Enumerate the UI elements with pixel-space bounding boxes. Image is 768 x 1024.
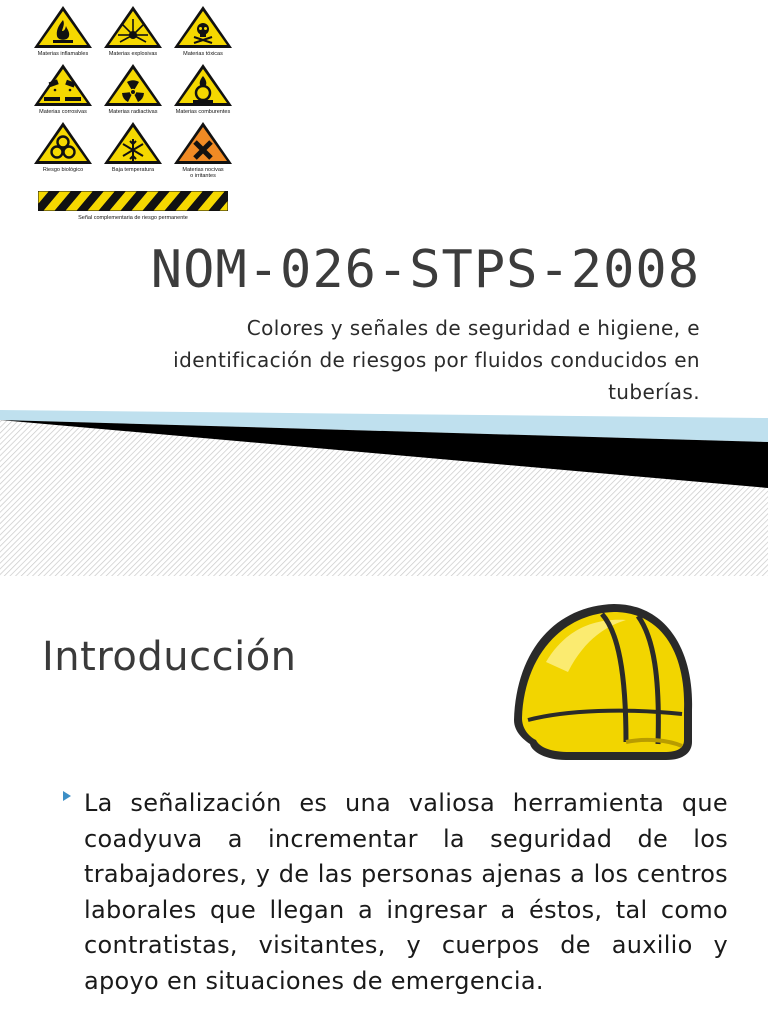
skull-icon [172,4,234,50]
sign-label: Riesgo biológico [42,167,84,173]
sign-label: Materias comburentes [175,109,231,115]
subtitle-line: Colores y señales de seguridad e higiene, e [246,316,700,340]
sign-harmful-irritant [170,120,236,179]
bullet-paragraph: La señalización es una valiosa herramienta que coadyuva a incrementar la seguridad de los trabajadores, y de las personas ajenas a los centros laborales que llegan a ingresar a éstos, tal como contratistas, visitantes, y cuerpos de auxilio y apoyo en situaciones de emergencia. [84,789,728,995]
slide-title: Introducción [42,634,297,680]
sign-label: Materias corrosivas [39,109,87,115]
slide-title: NOM-026-STPS-2008 [150,240,700,300]
stripe-bar-label: Señal complementaria de riesgo permanente [78,215,188,221]
biohazard-icon [32,120,94,166]
hazard-signs-panel [30,0,240,228]
bullet-arrow-icon [62,790,72,802]
sign-low-temperature [100,120,166,173]
snowflake-icon [102,120,164,166]
sign-flammable [30,4,96,57]
sign-radioactive [100,62,166,115]
x-cross-icon [172,120,234,166]
sign-label: Materias nocivas o irritantes [182,167,224,179]
sign-biohazard [30,120,96,173]
oxidizer-icon [172,62,234,108]
explosion-icon [102,4,164,50]
hazard-stripe-bar [38,191,228,211]
sign-oxidizer [170,62,236,115]
sign-toxic [170,4,236,57]
sign-explosive [100,4,166,57]
sign-label: Materias tóxicas [183,51,223,57]
corrosion-icon [32,62,94,108]
subtitle-line: identificación de riesgos por fluidos conducidos en [173,348,700,372]
slide-subtitle [40,312,700,408]
sign-label: Materias inflamables [37,51,89,57]
intro-slide [0,576,768,1024]
decorative-band [0,410,768,576]
sign-label: Materias explosivas [108,51,158,57]
hard-hat-icon [506,592,702,776]
subtitle-line: tuberías. [608,380,700,404]
sign-label: Materias radiactivas [108,109,158,115]
sign-corrosive [30,62,96,115]
sign-label: Baja temperatura [111,167,155,173]
flame-icon [32,4,94,50]
radiation-icon [102,62,164,108]
